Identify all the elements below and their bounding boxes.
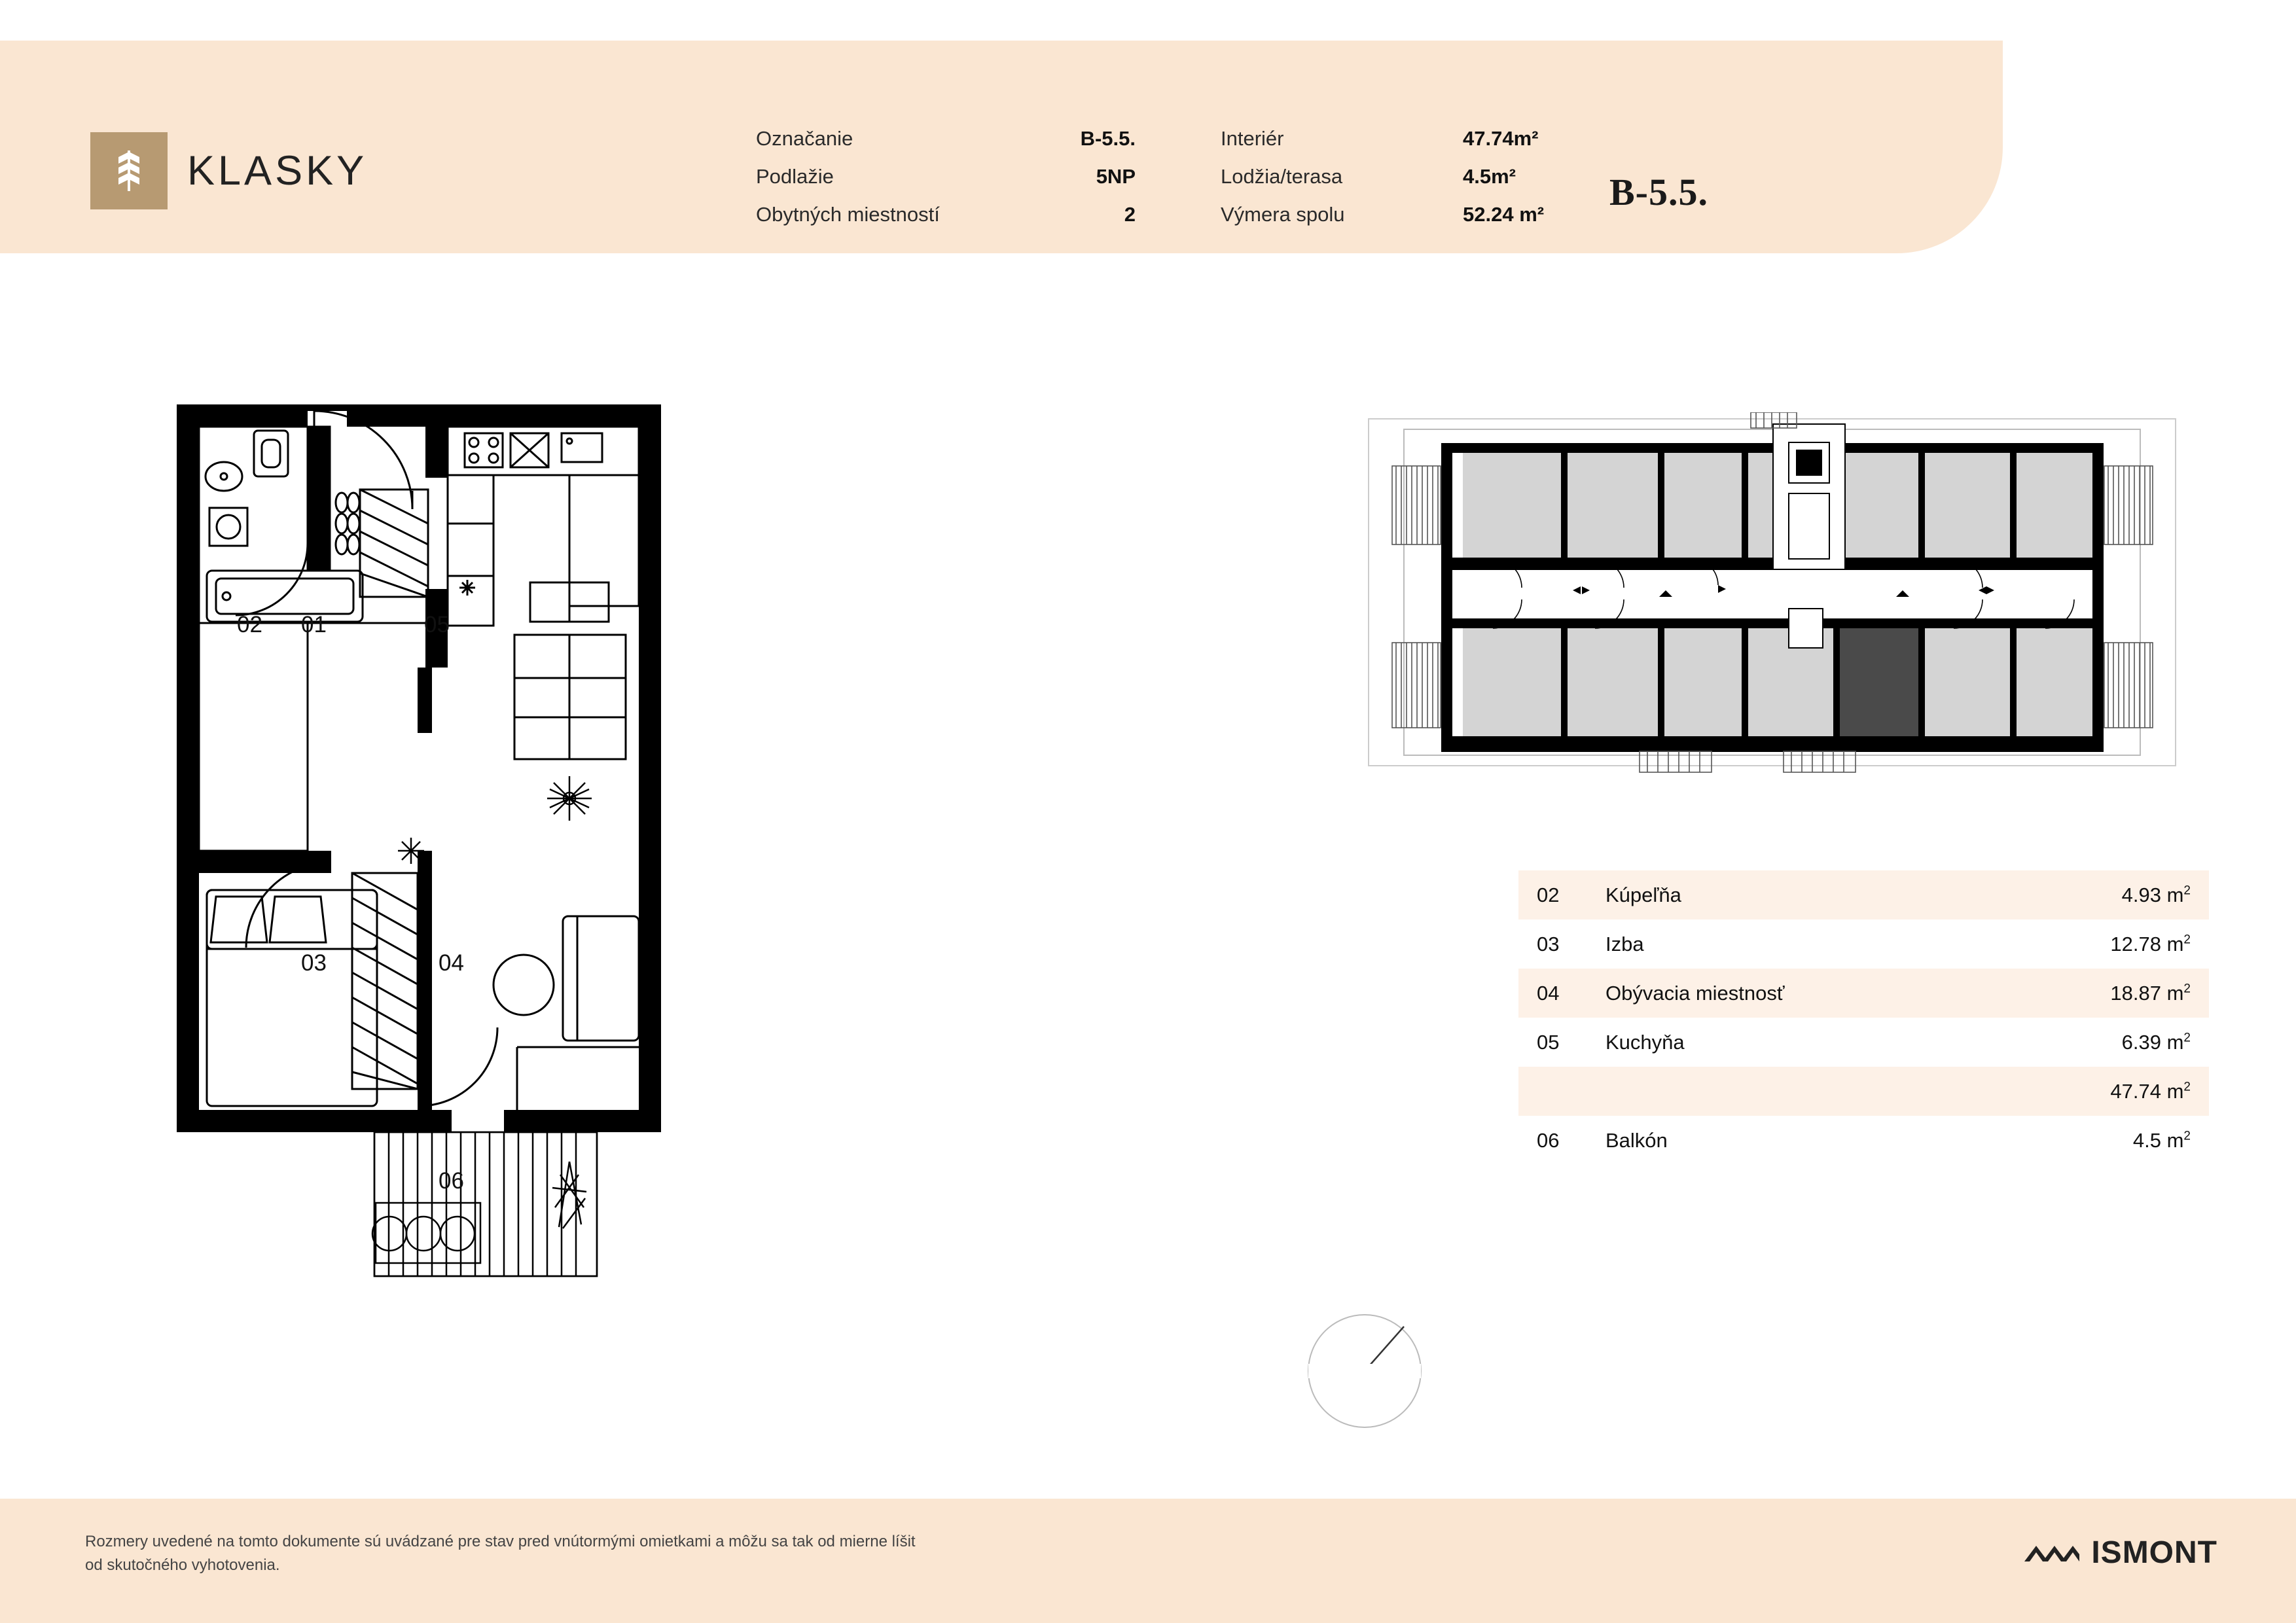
footer-disclaimer: Rozmery uvedené na tomto dokumente sú uvádzané pre stav pred vnútormými omietkami a môžu sa tak od mierne líšit od skutočného vyhotovenia. bbox=[85, 1533, 916, 1574]
meta-value: 5NP bbox=[1096, 165, 1136, 188]
meta-label: Lodžia/terasa bbox=[1221, 165, 1343, 188]
meta-row bbox=[1221, 203, 1587, 226]
row-number: 06 bbox=[1537, 1128, 1560, 1152]
room-number-03: 03 bbox=[301, 950, 327, 976]
building-key-plan bbox=[1365, 412, 2179, 779]
room-number-06: 06 bbox=[439, 1168, 464, 1194]
floor-plan-svg bbox=[111, 393, 1041, 1414]
brand-name: KLASKY bbox=[187, 148, 368, 194]
meta-value: 52.24 m² bbox=[1463, 203, 1545, 226]
row-name: Izba bbox=[1605, 932, 1644, 955]
row-area: 47.74 $m^2$ bbox=[2110, 1079, 2191, 1103]
room-number-01: 01 bbox=[301, 612, 327, 637]
north-compass-icon bbox=[1299, 1299, 1430, 1430]
row-name: Kuchyňa bbox=[1605, 1030, 1685, 1054]
meta-row bbox=[1221, 127, 1587, 151]
unit-code-large: B-5.5. bbox=[1609, 171, 1708, 213]
row-area: 6.39 $m^2$ bbox=[2121, 1030, 2191, 1054]
meta-label: Označanie bbox=[756, 127, 853, 150]
ismont-logo bbox=[2023, 1533, 2217, 1573]
meta-row bbox=[756, 127, 1136, 151]
meta-label: Interiér bbox=[1221, 127, 1284, 150]
meta-row bbox=[1221, 165, 1587, 188]
row-area: 18.87 $m^2$ bbox=[2110, 981, 2191, 1005]
ismont-name: ISMONT bbox=[2091, 1535, 2217, 1570]
row-area: 12.78 $m^2$ bbox=[2110, 932, 2191, 955]
row-number: 04 bbox=[1537, 981, 1560, 1005]
table-row bbox=[1518, 969, 2209, 1018]
meta-value: 2 bbox=[1124, 203, 1136, 226]
highlighted-unit bbox=[1840, 628, 1918, 736]
room-schedule-table bbox=[1518, 870, 2209, 1165]
meta-value: 4.5m² bbox=[1463, 165, 1516, 188]
table-row bbox=[1518, 1018, 2209, 1067]
unit-meta-right bbox=[1221, 127, 1587, 226]
row-name: Balkón bbox=[1605, 1128, 1668, 1152]
table-row bbox=[1518, 870, 2209, 919]
row-area: 4.5 $m^2$ bbox=[2132, 1128, 2191, 1152]
meta-label: Podlažie bbox=[756, 165, 834, 188]
row-number: 02 bbox=[1537, 883, 1560, 906]
meta-label: Obytných miestností bbox=[756, 203, 940, 226]
footer-bar bbox=[0, 1499, 2296, 1623]
key-plan-svg bbox=[1365, 412, 2179, 779]
header-banner bbox=[0, 41, 2003, 253]
meta-label: Výmera spolu bbox=[1221, 203, 1345, 226]
meta-row bbox=[756, 203, 1136, 226]
unit-meta bbox=[756, 127, 1587, 226]
brand-logo bbox=[90, 132, 367, 209]
row-number: 03 bbox=[1537, 932, 1560, 955]
row-name: Obývacia miestnosť bbox=[1605, 981, 1785, 1005]
table-row bbox=[1518, 919, 2209, 969]
room-number-02: 02 bbox=[237, 612, 262, 637]
floor-plan-drawing bbox=[111, 393, 1041, 1414]
table-row-total bbox=[1518, 1067, 2209, 1116]
meta-row bbox=[756, 165, 1136, 188]
unit-meta-left bbox=[756, 127, 1136, 226]
wheat-ear-icon bbox=[90, 132, 168, 209]
meta-value: 47.74m² bbox=[1463, 127, 1539, 150]
room-number-04: 04 bbox=[439, 950, 464, 976]
table-row bbox=[1518, 1116, 2209, 1165]
row-area: 4.93 $m^2$ bbox=[2121, 883, 2191, 906]
meta-value: B-5.5. bbox=[1080, 127, 1136, 150]
room-number-05: 05 bbox=[424, 612, 450, 637]
ismont-roof-icon bbox=[2023, 1533, 2079, 1573]
row-name: Kúpeľňa bbox=[1605, 883, 1681, 906]
row-number: 05 bbox=[1537, 1030, 1560, 1054]
